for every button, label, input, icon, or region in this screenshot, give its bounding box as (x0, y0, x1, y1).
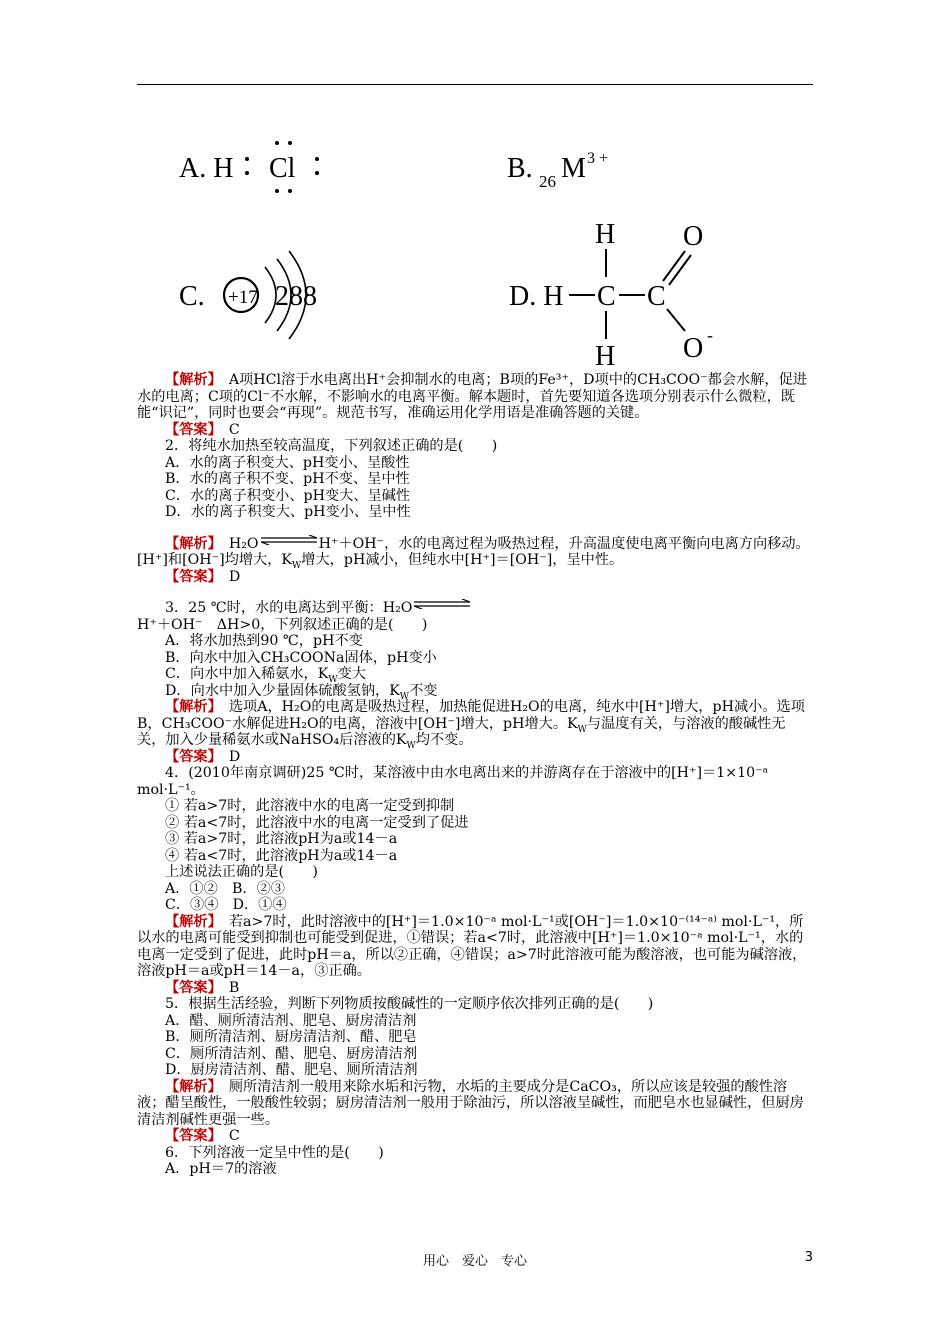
analysis-paragraph: 【解析】 A项HCl溶于水电离出H⁺会抑制水的电离；B项的Fe³⁺，D项中的CH₃COO⁻都会水解，促进水的电离；C项的Cl⁻不水解，不影响水的电离平衡。解本题时，首先要知道各选项分别表示什么微粒，既能“识记”，同时也要会“再现”。规范书写，准确运用化学用语是准确答题的关键。 (137, 372, 807, 421)
analysis-paragraph: 【解析】 若a>7时，此时溶液中的[H⁺]＝1.0×10⁻ᵃ mol·L⁻¹或[OH⁻]＝1.0×10⁻⁽¹⁴⁻ᵃ⁾ mol·L⁻¹，所以水的电离可能受到抑制也可能受到促进，①错误；若a<7时，此溶液中[H⁺]＝1.0×10⁻ᵃ mol·L⁻¹，水的电离一定受到了促进，此时pH＝a，所以②正确，④错误；a>7时此溶液可能为酸溶液，也可能为碱溶液，溶液pH＝a或pH＝14－a，③正确。 (137, 913, 807, 979)
question-stem: 3．25 ℃时，水的电离达到平衡：H₂O (137, 600, 813, 617)
choice: A．pH＝7的溶液 (165, 1161, 277, 1177)
answer-label: 【答案】 (165, 748, 215, 765)
answer-line: 【答案】 D (165, 748, 241, 765)
option-d-carbon-2: C (647, 281, 666, 312)
lewis-dot (288, 189, 292, 193)
choice: D．水的离子积变大、pH变小、呈中性 (165, 504, 411, 520)
option-d-hydrogen-bottom: H (595, 341, 616, 372)
lewis-dot (275, 141, 279, 145)
option-b-charge: 3 + (587, 150, 609, 167)
statement: ② 若a<7时，此溶液中水的电离一定受到了促进 (165, 814, 469, 831)
question-stem: 5．根据生活经验，判断下列物质按酸碱性的一定顺序依次排列正确的是( ) (165, 996, 654, 1012)
options-figure (137, 95, 813, 375)
lewis-dot (245, 157, 249, 161)
choice: C．③④ D．①④ (165, 897, 287, 913)
option-a-label: A. H (179, 153, 234, 184)
answer-line: 【答案】 C (165, 1128, 240, 1144)
lewis-dot (315, 157, 319, 161)
choice: D．向水中加入少量固体硫酸氢钠，$K_W$不变 (165, 682, 438, 702)
choice: A．醋、厕所清洁剂、肥皂、厨房清洁剂 (165, 1012, 417, 1029)
analysis-label: 【解析】 (165, 1078, 215, 1095)
analysis-label: 【解析】 (165, 372, 215, 388)
answer-label: 【答案】 (165, 421, 215, 438)
page-number: 3 (804, 1250, 813, 1265)
option-b-label: B. (507, 153, 533, 184)
analysis-label: 【解析】 (165, 535, 215, 552)
option-d-label: D. H (509, 281, 564, 312)
question-stem: 6．下列溶液一定呈中性的是( ) (165, 1144, 384, 1161)
option-d-charge: - (707, 325, 713, 345)
answer-line: 【答案】 D (165, 568, 241, 585)
statement: ④ 若a<7时，此溶液pH为a或14－a (165, 847, 398, 864)
option-d-carbon-1: C (597, 281, 616, 312)
option-c-nucleus: +17 (228, 287, 258, 308)
analysis-paragraph: 【解析】 厕所清洁剂一般用来除水垢和污物，水垢的主要成分是CaCO₃，所以应该是较强的酸性溶液；醋呈酸性，一般酸性较弱；厨房清洁剂一般用于除油污，所以溶液呈碱性，而肥皂水也显碱性，但厨房清洁剂碱性更强一些。 (137, 1078, 804, 1128)
answer-label: 【答案】 (165, 1128, 215, 1144)
equilibrium-arrow-icon (259, 535, 319, 545)
option-b-symbol: M (561, 153, 586, 184)
option-a-chlorine: Cl (269, 153, 296, 184)
choice: B．厕所清洁剂、厨房清洁剂、醋、肥皂 (165, 1029, 417, 1045)
equilibrium-arrow-icon (412, 599, 472, 609)
question-stem: 2．将纯水加热至较高温度，下列叙述正确的是( ) (165, 438, 498, 454)
choice: D．厨房清洁剂、醋、肥皂、厕所清洁剂 (165, 1062, 418, 1078)
option-d-oxygen-bottom: O (683, 333, 704, 364)
choice: B．水的离子积不变、pH不变、呈中性 (165, 471, 410, 487)
answer-label: 【答案】 (165, 568, 215, 585)
choice: C．水的离子积变小、pH变大、呈碱性 (165, 487, 411, 504)
analysis-paragraph: 【解析】 选项A，H₂O的电离是吸热过程，加热能促进H₂O的电离，纯水中[H⁺]增大，pH减小。选项B，CH₃COO⁻水解促进H₂O的电离，溶液中[OH⁻]增大，pH增大。$K_W$与温度有关，与溶液的酸碱性无关，加入少量稀氨水或NaHSO₄后溶液的$K_W$均不变。 (137, 699, 805, 751)
statement: ① 若a>7时，此溶液中水的电离一定受到抑制 (165, 798, 455, 814)
question-stem-cont: H⁺＋OH⁻ ΔH>0，下列叙述正确的是( ) (137, 616, 428, 633)
choice: C．厕所清洁剂、醋、肥皂、厨房清洁剂 (165, 1045, 418, 1062)
bond-line (667, 309, 685, 331)
answer-line: 【答案】 C (165, 421, 240, 438)
lewis-dot (315, 171, 319, 175)
analysis-paragraph: 【解析】 H₂O H⁺＋OH⁻，水的电离过程为吸热过程，升高温度使电离平衡向电离方向移动。[H⁺]和[OH⁻]均增大，$K_W$增大，pH减小，但纯水中[H⁺]＝[OH⁻]，呈中性。 (137, 535, 810, 571)
lewis-dot (275, 189, 279, 193)
choice: B．向水中加入CH₃COONa固体，pH变小 (165, 649, 437, 666)
answer-line: 【答案】 B (165, 979, 240, 996)
option-d-hydrogen-top: H (595, 219, 616, 250)
statement: ③ 若a>7时，此溶液pH为a或14－a (165, 831, 398, 847)
choice: A．将水加热到90 ℃，pH不变 (165, 633, 363, 649)
choice: A．水的离子积变大、pH变小、呈酸性 (165, 454, 410, 471)
analysis-label: 【解析】 (165, 913, 215, 930)
document-body (137, 372, 813, 1178)
choice: A．①② B．②③ (165, 880, 285, 897)
question-prompt: 上述说法正确的是( ) (165, 864, 318, 880)
lewis-dot (288, 141, 292, 145)
option-c-label: C. (179, 281, 205, 312)
analysis-label: 【解析】 (165, 699, 215, 715)
options-svg (137, 95, 813, 375)
option-b-atomic-number: 26 (539, 172, 556, 191)
answer-label: 【答案】 (165, 979, 215, 996)
lewis-dot (245, 171, 249, 175)
choice: C．向水中加入稀氨水，$K_W$变大 (165, 666, 366, 685)
page-footer: 用心 爱心 专心 (422, 1254, 527, 1269)
header-rule (137, 84, 813, 85)
option-c-shells: 288 (275, 281, 317, 312)
option-d-oxygen-top: O (683, 221, 704, 252)
question-stem: 4．(2010年南京调研)25 ℃时，某溶液中由水电离出来的并游离存在于溶液中的[H⁺]＝1×10⁻ᵃ mol·L⁻¹。 (137, 765, 769, 798)
